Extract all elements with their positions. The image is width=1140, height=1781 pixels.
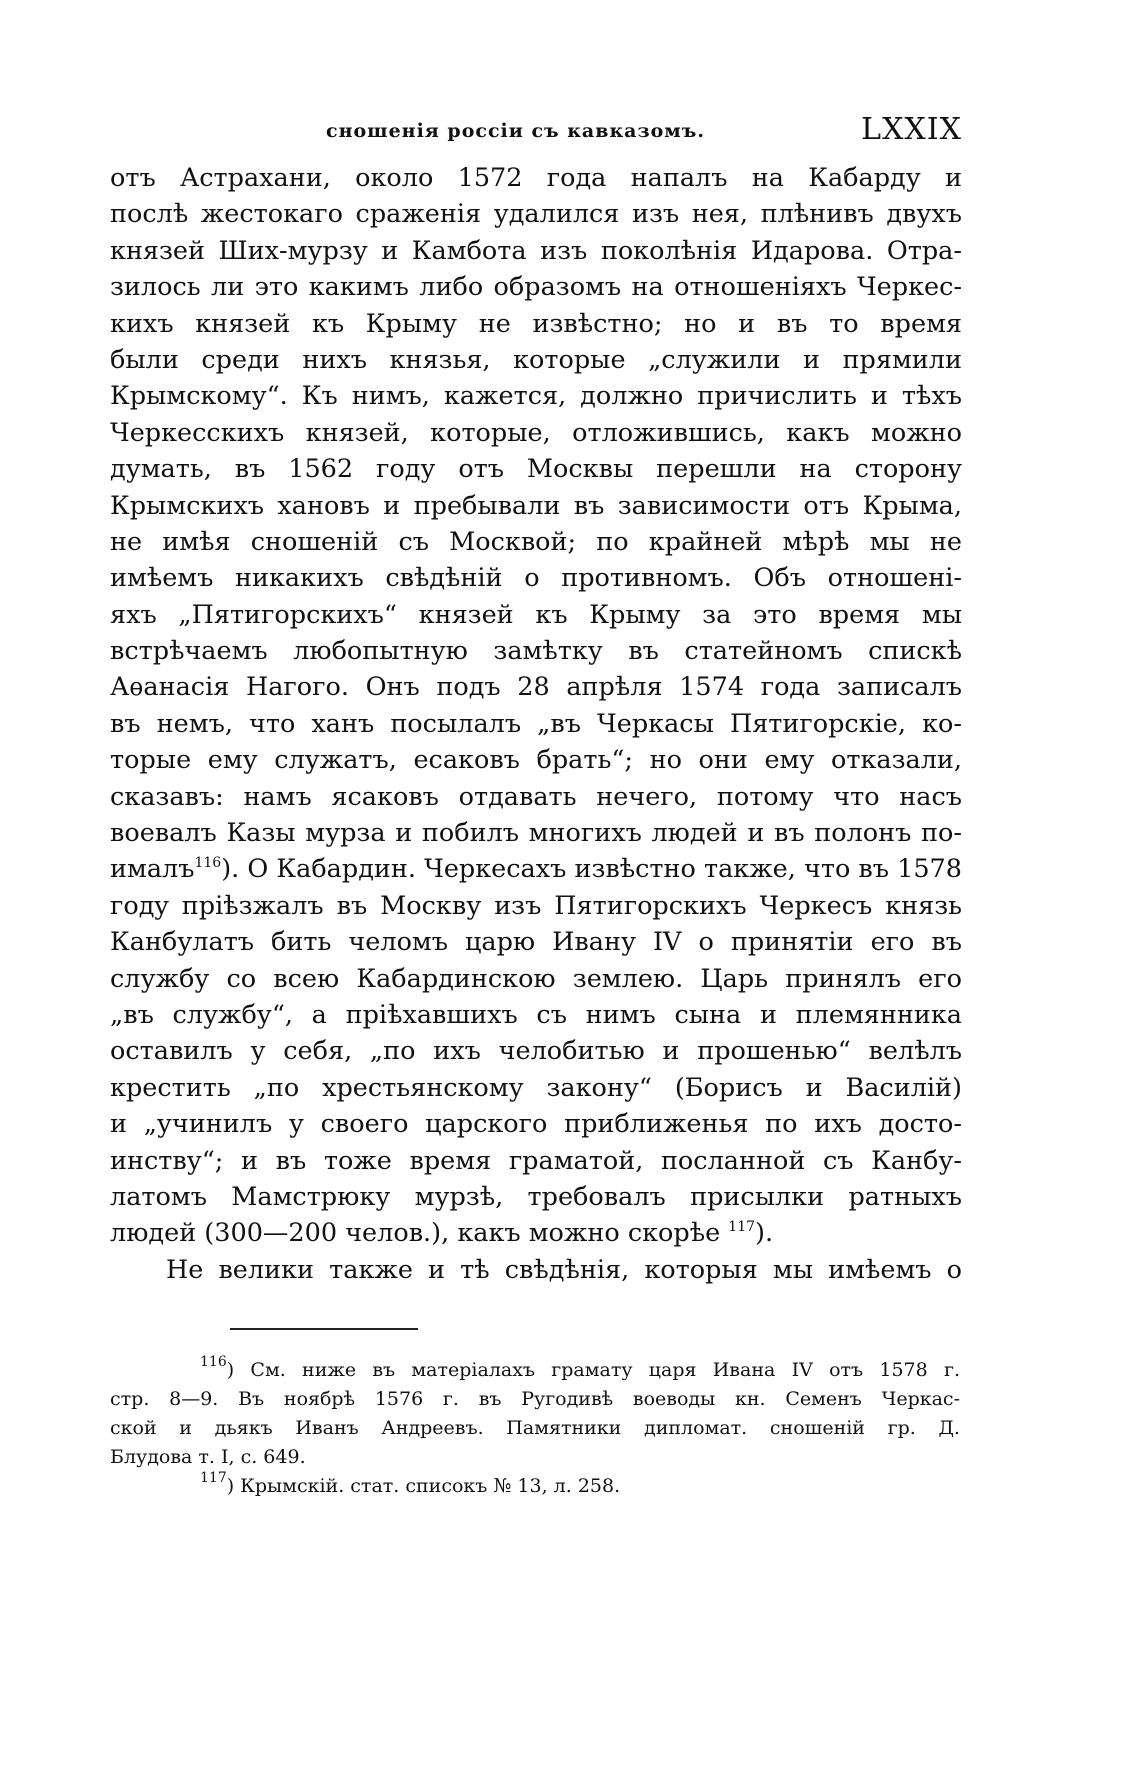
- text-line: Черкесскихъ князей, которые, отложившись, какъ можно: [110, 417, 962, 448]
- text-line: въ немъ, что ханъ посылалъ „въ Черкасы Пятигорскіе, ко-: [110, 708, 962, 739]
- footnote-116: [110, 1356, 960, 1385]
- footnote-ref-116[interactable]: 116: [194, 855, 222, 872]
- footnote-separator: [230, 1328, 418, 1330]
- text-line: зилось ли это какимъ либо образомъ на отношеніяхъ Черкес-: [110, 272, 962, 303]
- footnote-marker-117: 117: [200, 1470, 227, 1486]
- footnote-text-line: стр. 8—9. Въ ноябрѣ 1576 г. въ Ругодивѣ воеводы кн. Семенъ Черкас-: [110, 1388, 960, 1410]
- text-line: и „учинилъ у своего царского приближенья по ихъ досто-: [110, 1109, 962, 1140]
- text-line: были среди нихъ князья, которые „служили и прямили: [110, 344, 962, 375]
- text-line: Крымскихъ хановъ и пребывали въ зависимости отъ Крыма,: [110, 490, 962, 521]
- text-line: торые ему служатъ, есаковъ брать“; но они ему отказали,: [110, 745, 962, 776]
- text-line: Аѳанасія Нагого. Онъ подъ 28 апрѣля 1574 года записалъ: [110, 672, 962, 703]
- body-text: [110, 160, 962, 1288]
- text-line: сказавъ: намъ ясаковъ отдавать нечего, потому что насъ: [110, 781, 962, 812]
- footnote-117: [110, 1472, 960, 1501]
- running-head: [110, 112, 962, 152]
- line-start: ималъ: [110, 854, 195, 885]
- footnote-marker-116: 116: [200, 1354, 227, 1370]
- footnote-text: ) Крымскій. стат. списокъ № 13, л. 258.: [226, 1475, 621, 1497]
- footnote-text-line: ской и дьякъ Иванъ Андреевъ. Памятники дипломат. сношеній гр. Д.: [110, 1417, 960, 1439]
- text-line: Канбулатъ бить челомъ царю Ивану IV о принятіи его въ: [110, 927, 962, 958]
- line-start: людей (300—200 челов.), какъ можно скорѣе: [110, 1218, 721, 1249]
- running-title: сношенія россіи съ кавказомъ.: [326, 120, 705, 142]
- line-rest: ).: [755, 1218, 774, 1249]
- text-line: встрѣчаемъ любопытную замѣтку въ статейномъ спискѣ: [110, 636, 962, 667]
- text-line: оставилъ у себя, „по ихъ челобитью и прошенью“ велѣлъ: [110, 1036, 962, 1067]
- text-line: не имѣя сношеній съ Москвой; по крайней мѣрѣ мы не: [110, 526, 962, 557]
- footnote-text-line: Блудова т. I, с. 649.: [110, 1446, 306, 1468]
- text-line-with-ref: [110, 1215, 962, 1251]
- text-line: послѣ жестокаго сраженія удалился изъ нея, плѣнивъ двухъ: [110, 199, 962, 230]
- text-line: Крымскому“. Къ нимъ, кажется, должно причислить и тѣхъ: [110, 381, 962, 412]
- text-line: „въ службу“, а пріѣхавшихъ съ нимъ сына и племянника: [110, 999, 962, 1030]
- text-line: князей Ших-мурзу и Камбота изъ поколѣнія Идарова. Отра-: [110, 235, 962, 266]
- line-rest: ). О Кабардин. Черкесахъ извѣстно также, что въ 1578: [221, 854, 962, 885]
- text-line: инству“; и въ тоже время граматой, посланной съ Канбу-: [110, 1145, 962, 1176]
- text-line: службу со всею Кабардинскою землею. Царь принялъ его: [110, 963, 962, 994]
- footnote-text: ) См. ниже въ матеріалахъ грамату царя Ивана IV отъ 1578 г.: [226, 1359, 960, 1381]
- text-line-with-ref: [110, 851, 962, 887]
- text-line: воевалъ Казы мурза и побилъ многихъ людей и въ полонъ по-: [110, 818, 962, 849]
- text-line: имѣемъ никакихъ свѣдѣній о противномъ. Объ отношені-: [110, 563, 962, 594]
- text-line: латомъ Мамстрюку мурзѣ, требовалъ присылки ратныхъ: [110, 1181, 962, 1212]
- footnote-ref-117[interactable]: 117: [728, 1219, 756, 1236]
- text-line: годy пріѣзжалъ въ Москву изъ Пятигорскихъ Черкесъ князь: [110, 890, 962, 921]
- text-line: крестить „по хрестьянскому закону“ (Борисъ и Василій): [110, 1072, 962, 1103]
- text-line: яхъ „Пятигорскихъ“ князей къ Крыму за это время мы: [110, 599, 962, 630]
- text-line: отъ Астрахани, около 1572 года напалъ на Кабарду и: [110, 163, 962, 193]
- text-line: кихъ князей къ Крыму не извѣстно; но и въ то время: [110, 308, 962, 339]
- footnotes: [110, 1356, 960, 1501]
- page-number: LXXIX: [861, 112, 962, 147]
- paragraph-start-line: Не велики также и тѣ свѣдѣнія, которыя мы имѣемъ о: [166, 1254, 962, 1285]
- text-line: думать, въ 1562 году отъ Москвы перешли на сторону: [110, 454, 962, 485]
